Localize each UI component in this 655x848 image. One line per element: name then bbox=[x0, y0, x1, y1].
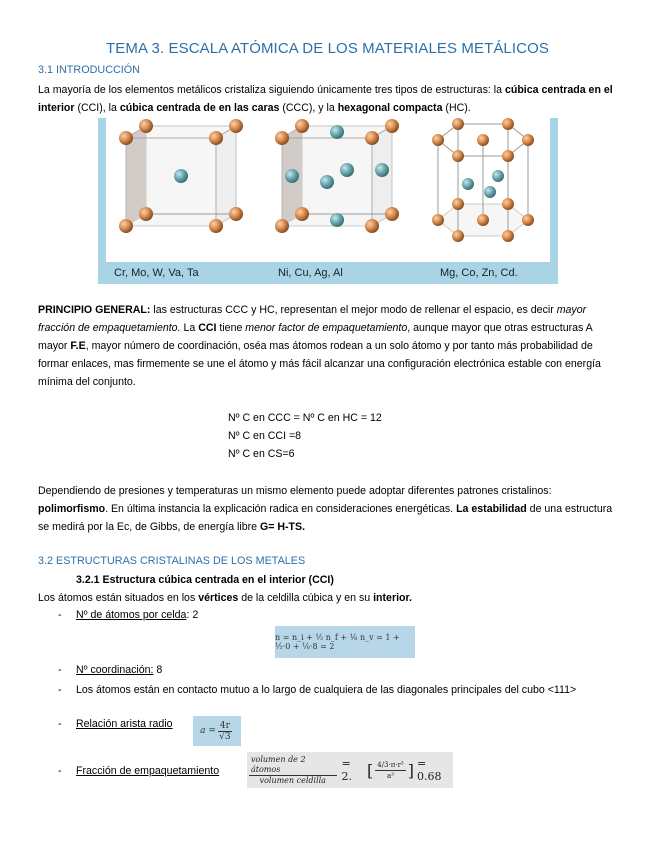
subsection-heading-cci: 3.2.1 Estructura cúbica centrada en el interior (CCI) bbox=[76, 574, 334, 586]
coord-line: Nº C en CS=6 bbox=[228, 448, 295, 460]
list-item-fraccion: - Fracción de empaquetamiento bbox=[58, 765, 220, 777]
list-item-coordination: - Nº coordinación: 8 bbox=[58, 664, 163, 676]
edge-radius-formula: a = $\frac{4r}{√3}$ bbox=[193, 716, 241, 746]
crystal-structures-drawing bbox=[106, 118, 550, 262]
list-item-contact: - Los átomos están en contacto mutuo a lo largo de cualquiera de las diagonales principales del cubo <111> bbox=[58, 684, 577, 696]
polimorfismo-paragraph: Dependiendo de presiones y temperaturas un mismo elemento puede adoptar diferentes patrones cristalinos: polimorfismo. En última instancia la explicación radica en consideraciones energéticas. La estabilidad de una estructura se medirá por la Ec, de Gibbs, de energía libre G= H-TS. bbox=[38, 485, 613, 533]
coord-line: Nº C en CCC = Nº C en HC = 12 bbox=[228, 412, 382, 424]
crystal-structures-figure bbox=[98, 118, 558, 284]
fcc-cell bbox=[275, 119, 399, 233]
caption-hcp: Mg, Co, Zn, Cd. bbox=[440, 267, 518, 279]
page-title: TEMA 3. ESCALA ATÓMICA DE LOS MATERIALES METÁLICOS bbox=[106, 40, 549, 57]
section-heading-structures: 3.2 ESTRUCTURAS CRISTALINAS DE LOS METALES bbox=[38, 555, 306, 567]
cci-intro: Los átomos están situados en los vértices de la celdilla cúbica y en su interior. bbox=[38, 592, 412, 604]
principio-paragraph: PRINCIPIO GENERAL: las estructuras CCC y HC, representan el mejor modo de rellenar el espacio, es decir mayor fracción de empaquetamiento. La CCI tiene menor factor de empaquetamiento, aunque mayor que otras estructuras A mayor F.E, mayor número de coordinación, oséa mas átomos rodean a un solo átomo y por tanto más probabilidad de formar enlaces, mas firmemente se une el átomo y más fácil alcanzar una configuración electrónica estable con energía mínima del conjunto. bbox=[38, 304, 601, 388]
list-item-atoms: - Nº de átomos por celda: 2 bbox=[58, 609, 199, 621]
list-item-relacion: - Relación arista radio bbox=[58, 718, 173, 730]
caption-bcc: Cr, Mo, W, Va, Ta bbox=[114, 267, 199, 279]
hcp-cell bbox=[432, 118, 534, 242]
caption-fcc: Ni, Cu, Ag, Al bbox=[278, 267, 343, 279]
coord-line: Nº C en CCI =8 bbox=[228, 430, 302, 442]
section-heading-intro: 3.1 INTRODUCCIÓN bbox=[38, 64, 140, 76]
packing-fraction-formula: $\frac{\text{volumen de 2 átomos}}{\text{volumen celdilla}}$ = 2. [ $\frac{\text{4/3·π·r³}}{\text{a³}}$ ] = 0.68 bbox=[247, 752, 453, 788]
coordination-list bbox=[228, 409, 382, 463]
atoms-per-cell-formula: n = n_i + ½ n_f + ⅛ n_v = 1 + ½·0 + ⅛·8 = 2 bbox=[275, 626, 415, 658]
intro-paragraph: La mayoría de los elementos metálicos cristaliza siguiendo únicamente tres tipos de estructuras: la cúbica centrada en el interior (CCI), la cúbica centrada de en las caras (CCC), y la hexagonal compacta (HC). bbox=[38, 84, 613, 114]
